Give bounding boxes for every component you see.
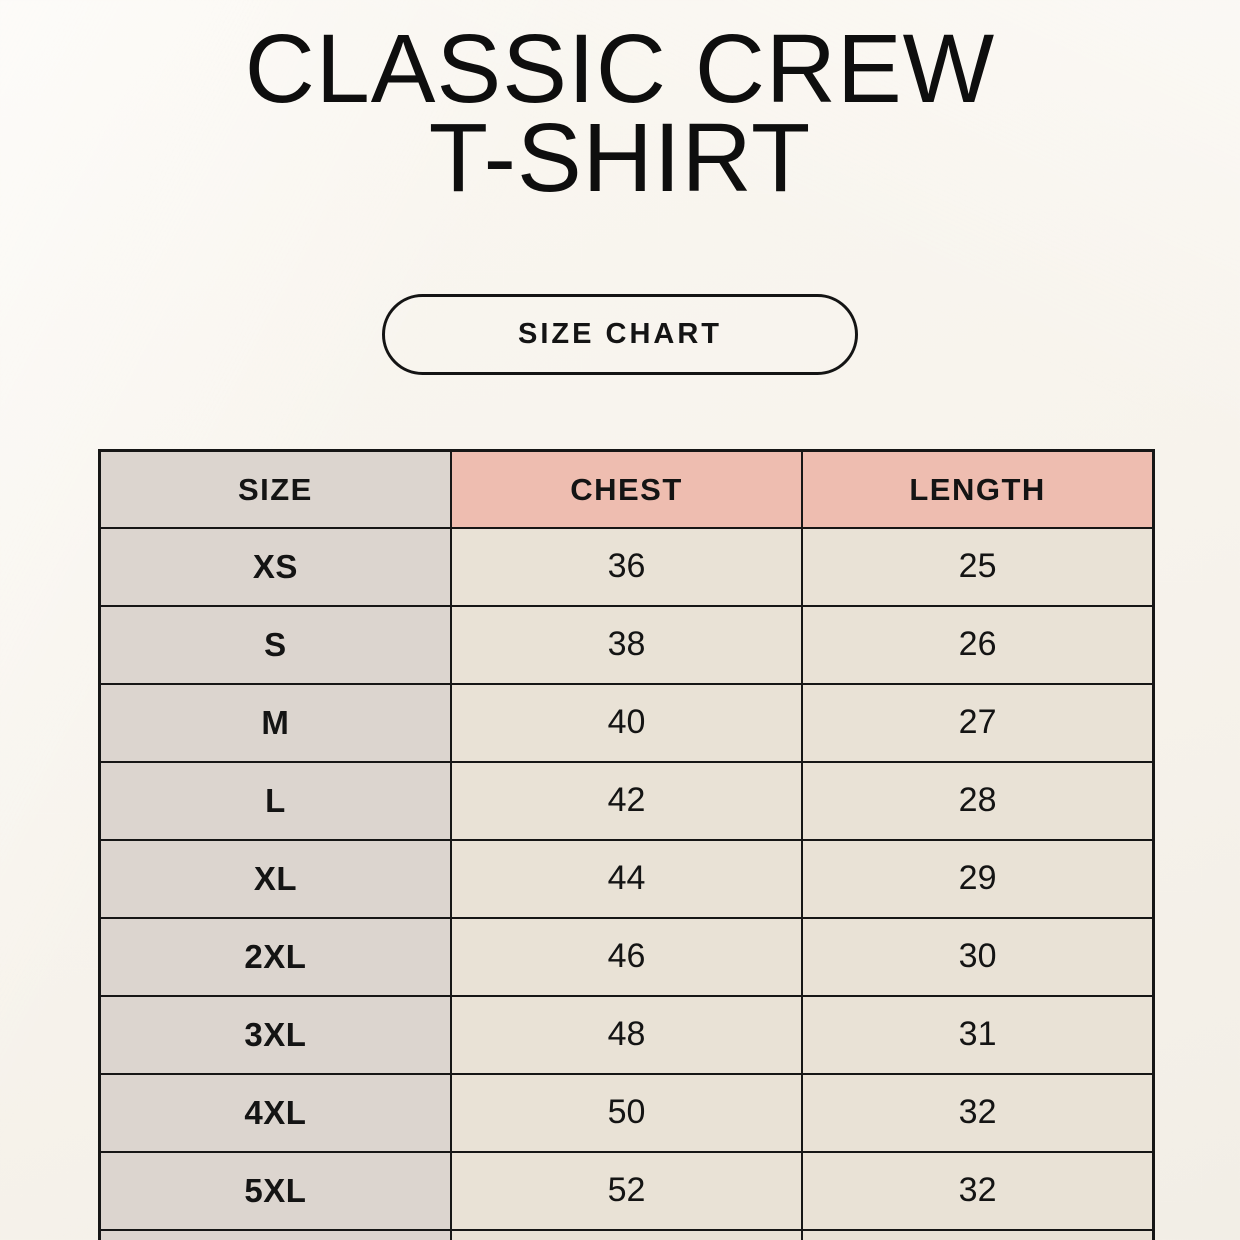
table-row-3xl xyxy=(100,996,1154,1074)
table-row-m xyxy=(100,684,1154,762)
size-chart-table xyxy=(98,449,1155,1240)
table-row-s xyxy=(100,606,1154,684)
chest-cell: 44 xyxy=(451,840,802,918)
size-cell: 3XL xyxy=(100,996,451,1074)
length-column-header: LENGTH xyxy=(802,451,1153,528)
length-cell: 27 xyxy=(802,684,1153,762)
chest-cell: 50 xyxy=(451,1074,802,1152)
size-cell: XL xyxy=(100,840,451,918)
page-title-line-2: T-SHIRT xyxy=(428,103,812,213)
size-chart-button-container xyxy=(0,294,1240,375)
length-cell: 32 xyxy=(802,1152,1153,1230)
size-cell: 2XL xyxy=(100,918,451,996)
length-cell: 25 xyxy=(802,528,1153,606)
table-header-row xyxy=(100,451,1154,528)
size-cell: M xyxy=(100,684,451,762)
size-chart-table-body xyxy=(100,528,1154,1240)
length-cell: 26 xyxy=(802,606,1153,684)
chest-cell: 48 xyxy=(451,996,802,1074)
size-cell: XS xyxy=(100,528,451,606)
size-chart-button[interactable]: SIZE CHART xyxy=(382,294,858,375)
chest-cell: 38 xyxy=(451,606,802,684)
chest-cell: 42 xyxy=(451,762,802,840)
size-column-header: SIZE xyxy=(100,451,451,528)
size-cell: S xyxy=(100,606,451,684)
table-row-5xl xyxy=(100,1152,1154,1230)
length-cell: 32 xyxy=(802,1074,1153,1152)
chest-cell: 52 xyxy=(451,1152,802,1230)
page-title-line-1: CLASSIC CREW xyxy=(244,14,996,123)
size-cell: L xyxy=(100,762,451,840)
size-cell: 4XL xyxy=(100,1074,451,1152)
length-cell: 31 xyxy=(802,996,1153,1074)
chest-cell: 40 xyxy=(451,684,802,762)
length-cell: 28 xyxy=(802,762,1153,840)
chest-column-header: CHEST xyxy=(451,451,802,528)
table-row-xs xyxy=(100,528,1154,606)
table-row-xl xyxy=(100,840,1154,918)
table-row-l xyxy=(100,762,1154,840)
table-row-2xl xyxy=(100,918,1154,996)
table-row-4xl xyxy=(100,1074,1154,1152)
length-cell: 30 xyxy=(802,918,1153,996)
chest-cell: 46 xyxy=(451,918,802,996)
size-cell xyxy=(100,1230,451,1240)
chest-cell: 36 xyxy=(451,528,802,606)
length-cell xyxy=(802,1230,1153,1240)
page-title xyxy=(0,0,1240,213)
size-chart-table-header xyxy=(100,451,1154,528)
table-row-partial xyxy=(100,1230,1154,1240)
length-cell: 29 xyxy=(802,840,1153,918)
size-cell: 5XL xyxy=(100,1152,451,1230)
chest-cell xyxy=(451,1230,802,1240)
